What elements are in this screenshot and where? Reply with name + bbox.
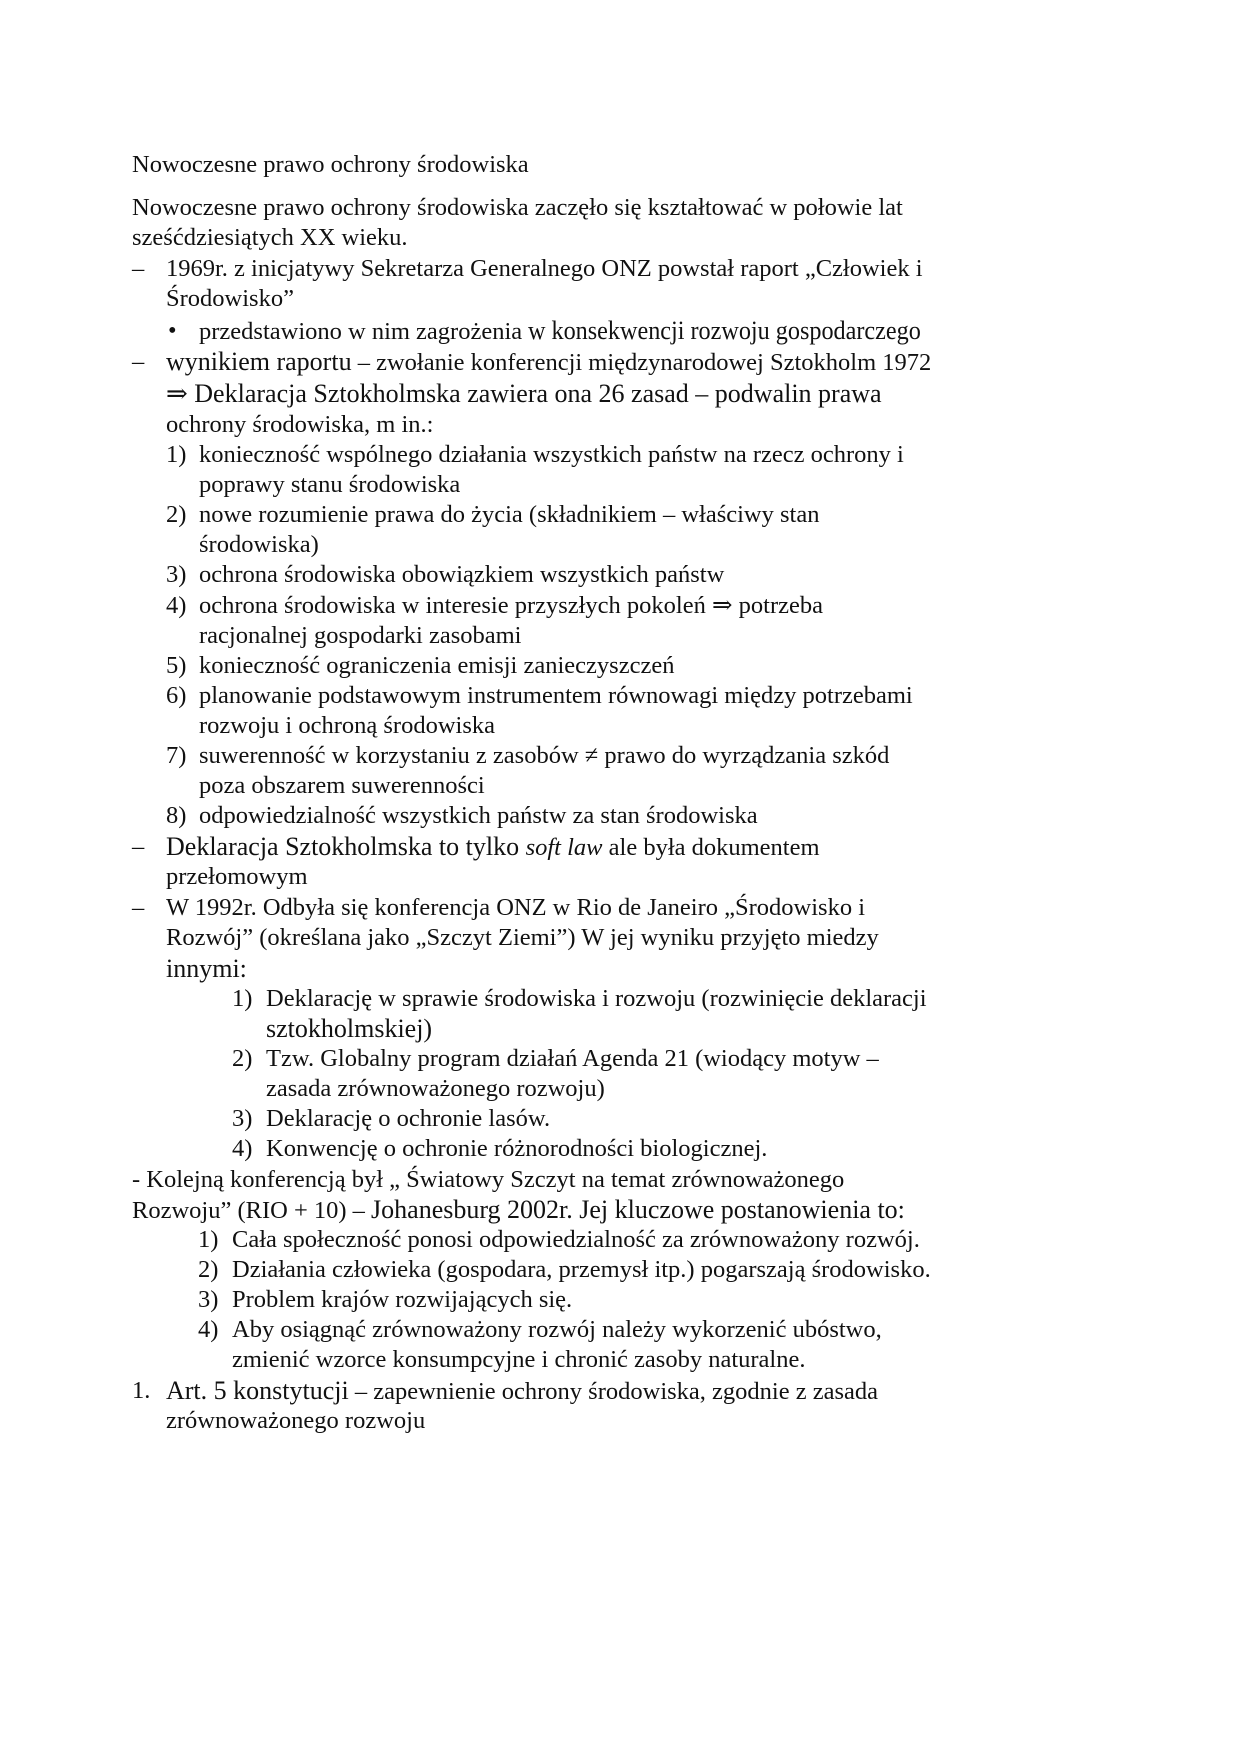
principle-7-line-1: suwerenność w korzystaniu z zasobów ≠ prawo do wyrządzania szkód [199,742,890,769]
list-number: 3) [198,1286,219,1313]
list-number: 4) [232,1135,253,1162]
dash-marker: – [132,348,145,375]
principle-7-line-2: poza obszarem suwerenności [199,772,485,799]
dash-4-line-1: W 1992r. Odbyła się konferencja ONZ w Rio de Janeiro „Środowisko i [166,894,866,921]
principle-4-line-2: racjonalnej gospodarki zasobami [199,622,522,649]
rio-item-2-line-2: zasada zrównoważonego rozwoju) [266,1075,605,1102]
dash-3-line-2: przełomowym [166,863,308,890]
dash-3-text-b: ale była dokumentem [602,834,820,861]
principle-4-line-1: ochrona środowiska w interesie przyszłych pokoleń ⇒ potrzeba [199,592,823,619]
johannesburg-text-b: Johanesburg 2002r. Jej kluczowe postanowienia to: [371,1195,905,1224]
jbg-item-4-line-2: zmienić wzorce konsumpcyjne i chronić zasoby naturalne. [232,1346,806,1373]
intro-line-1: Nowoczesne prawo ochrony środowiska zaczęło się kształtować w połowie lat [132,194,903,221]
list-number: 1) [198,1226,219,1253]
art5-line-1 [166,1376,878,1407]
document-title: Nowoczesne prawo ochrony środowiska [132,151,529,178]
dash-marker: – [132,833,145,860]
jbg-item-2-line-1: Działania człowieka (gospodara, przemysł itp.) pogarszają środowisko. [232,1256,931,1283]
principle-1-line-2: poprawy stanu środowiska [199,471,461,498]
dash-4-line-2: Rozwój” (określana jako „Szczyt Ziemi”) W jej wyniku przyjęto miedzy [166,924,879,951]
johannesburg-text-a: Rozwoju” (RIO + 10) – [132,1197,372,1224]
rio-item-3-line-1: Deklarację o ochronie lasów. [266,1105,551,1132]
principle-6-line-2: rozwoju i ochroną środowiska [199,712,495,739]
bullet-icon: • [168,317,177,344]
dash-2-line-2: ⇒ Deklaracja Sztokholmska zawiera ona 26 zasad – podwalin prawa [166,379,882,408]
dash-2-line-3: ochrony środowiska, m in.: [166,411,434,438]
dash-marker: – [132,255,145,282]
principle-3-line-1: ochrona środowiska obowiązkiem wszystkich państw [199,561,725,588]
jbg-item-1-line-1: Cała społeczność ponosi odpowiedzialność za zrównoważony rozwój. [232,1226,920,1253]
list-number: 6) [166,682,187,709]
johannesburg-line-1: - Kolejną konferencją był „ Światowy Szczyt na temat zrównoważonego [132,1166,845,1193]
intro-line-2: sześćdziesiątych XX wieku. [132,224,408,251]
dash-2-line-1 [166,347,931,378]
principle-1-line-1: konieczność wspólnego działania wszystkich państw na rzecz ochrony i [199,441,904,468]
list-number: 1) [166,441,187,468]
dash-1-line-1: 1969r. z inicjatywy Sekretarza Generalnego ONZ powstał raport „Człowiek i [166,255,923,282]
list-number: 3) [166,561,187,588]
list-number: 4) [198,1316,219,1343]
list-number: 2) [198,1256,219,1283]
list-number: 1. [132,1377,151,1404]
dash-3-line-1 [166,832,820,863]
bullet-text [199,316,951,347]
dash-2-rest: – zwołanie konferencji międzynarodowej Sztokholm 1972 [351,349,932,376]
list-number: 4) [166,592,187,619]
list-number: 8) [166,802,187,829]
art5-text-a: Art. 5 konstytucji [166,1376,349,1405]
art5-line-2: zrównoważonego rozwoju [166,1407,426,1434]
dash-3-text-a: Deklaracja Sztokholmska to tylko [166,832,526,861]
list-number: 5) [166,652,187,679]
rio-item-1-line-2: sztokholmskiej) [266,1014,433,1043]
dash-marker: – [132,894,145,921]
principle-5-line-1: konieczność ograniczenia emisji zanieczyszczeń [199,652,675,679]
jbg-item-4-line-1: Aby osiągnąć zrównoważony rozwój należy wykorzenić ubóstwo, [232,1316,882,1343]
dash-2-lead: wynikiem raportu [166,347,352,376]
bullet-text-a: przedstawiono w nim zagrożenia [199,318,529,345]
soft-law-term: soft law [525,834,603,861]
johannesburg-line-2 [132,1195,905,1226]
bullet-text-b: w konsekwencji rozwoju gospodarczego [528,316,922,345]
principle-2-line-2: środowiska) [199,531,319,558]
list-number: 2) [166,501,187,528]
rio-item-4-line-1: Konwencję o ochronie różnorodności biologicznej. [266,1135,768,1162]
jbg-item-3-line-1: Problem krajów rozwijających się. [232,1286,573,1313]
rio-item-1-line-1: Deklarację w sprawie środowiska i rozwoju (rozwinięcie deklaracji [266,985,927,1012]
rio-item-2-line-1: Tzw. Globalny program działań Agenda 21 (wiodący motyw – [266,1045,879,1072]
art5-text-b: – zapewnienie ochrony środowiska, zgodnie z zasada [348,1378,878,1405]
dash-4-line-3: innymi: [166,954,247,983]
list-number: 2) [232,1045,253,1072]
principle-6-line-1: planowanie podstawowym instrumentem równowagi między potrzebami [199,682,913,709]
principle-2-line-1: nowe rozumienie prawa do życia (składnikiem – właściwy stan [199,501,820,528]
list-number: 1) [232,985,253,1012]
principle-8-line-1: odpowiedzialność wszystkich państw za stan środowiska [199,802,758,829]
list-number: 3) [232,1105,253,1132]
list-number: 7) [166,742,187,769]
dash-1-line-2: Środowisko” [166,285,294,312]
